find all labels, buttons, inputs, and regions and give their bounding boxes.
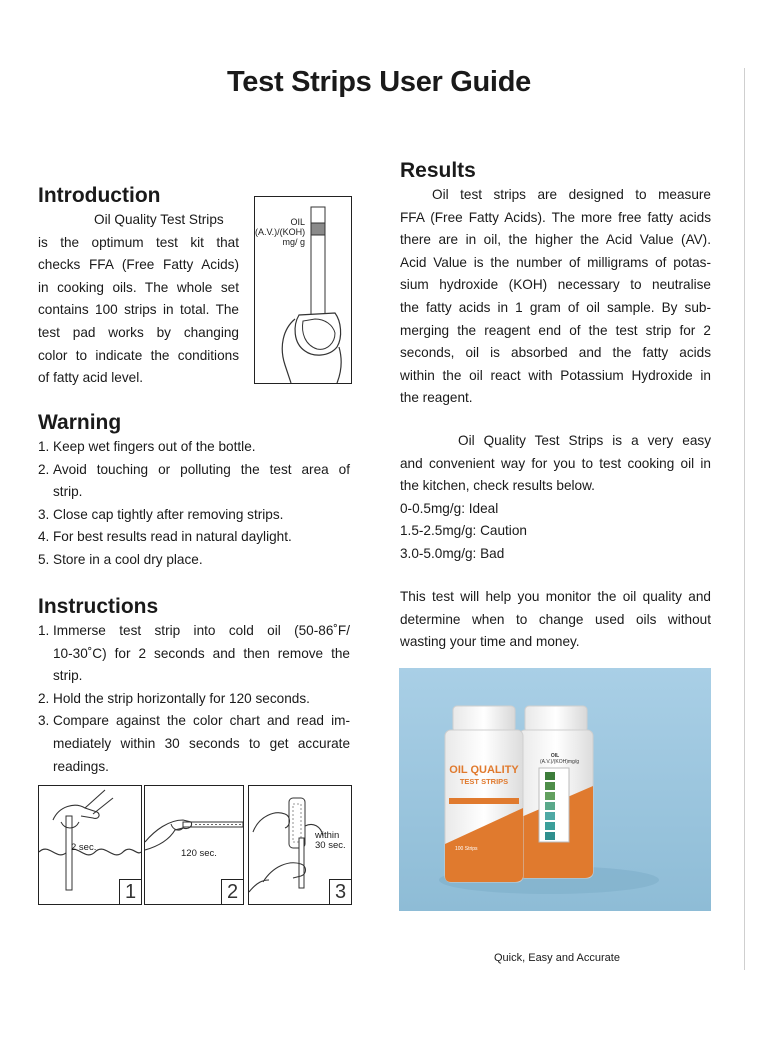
step-label-line: 30 sec. — [315, 840, 346, 851]
item-number: 3. — [38, 506, 50, 522]
intro-line: is the optimum test kit that — [38, 234, 239, 250]
intro-line: contains 100 strips in total. The — [38, 302, 239, 318]
product-bottles-image — [399, 668, 711, 911]
item-number: 3. — [38, 713, 50, 729]
results-line: Acid Value is the number of milligrams of potas- — [400, 254, 711, 270]
item-text: Compare against the color chart and read im- — [53, 713, 350, 729]
item-text: For best results read in natural daylight. — [53, 529, 292, 545]
step-number: 2 — [221, 879, 243, 904]
color-swatch — [545, 812, 555, 820]
results-line: FFA (Free Fatty Acids). The more free fatty acids — [400, 209, 711, 225]
brand-line: OIL QUALITY — [449, 764, 519, 776]
result-level-ideal: 0-0.5mg/g: Ideal — [400, 500, 499, 516]
step-label — [315, 831, 346, 851]
item-number: 1. — [38, 439, 50, 454]
step-2-illustration — [144, 785, 244, 905]
list-item — [38, 710, 350, 778]
introduction-heading: Introduction — [38, 184, 161, 207]
intro-line: color to indicate the conditions — [38, 347, 239, 363]
oil-label: OIL — [290, 217, 305, 227]
item-text: Store in a cool dry place. — [53, 551, 203, 567]
list-item — [38, 526, 350, 549]
list-item — [38, 620, 350, 688]
item-text: Keep wet fingers out of the bottle. — [53, 439, 256, 454]
color-swatch — [545, 832, 555, 840]
instructions-heading: Instructions — [38, 595, 159, 618]
results-paragraph-1 — [400, 184, 711, 410]
item-text: Immerse test strip into cold oil (50-86˚F/ — [53, 623, 350, 638]
item-number: 5. — [38, 551, 50, 567]
results-paragraph-2 — [400, 430, 711, 566]
results-line: the kitchen, check results below. — [400, 478, 595, 494]
results-line: wasting your time and money. — [400, 634, 580, 650]
list-item — [38, 504, 350, 527]
intro-line: test pad works by changing — [38, 324, 239, 340]
results-line: merging the reagent end of the test strip for 2 — [400, 322, 711, 338]
results-line: sium hydroxide (KOH) necessary to neutralise — [400, 277, 711, 293]
item-text: Close cap tightly after removing strips. — [53, 506, 284, 522]
results-paragraph-3 — [400, 586, 711, 654]
intro-line: of fatty acid level. — [38, 370, 144, 386]
chart-title: OIL — [550, 753, 560, 759]
intro-line: checks FFA (Free Fatty Acids) — [38, 257, 239, 273]
step-number: 3 — [329, 879, 351, 904]
item-text: Avoid touching or polluting the test area of — [53, 461, 350, 477]
intro-line: Oil Quality Test Strips — [94, 212, 224, 227]
instructions-list — [38, 620, 350, 778]
color-swatch — [545, 782, 555, 790]
product-brand — [445, 765, 523, 787]
results-line: seconds, oil is absorbed and the fatty acids — [400, 345, 711, 361]
brand-line: TEST STRIPS — [459, 777, 509, 786]
introduction-text — [38, 209, 239, 390]
strip-count: 100 Strips — [455, 846, 478, 852]
color-swatch — [545, 822, 555, 830]
step-label-line: within — [315, 830, 340, 841]
item-number: 2. — [38, 690, 50, 706]
item-number: 1. — [38, 623, 50, 638]
page-title: Test Strips User Guide — [227, 66, 531, 98]
list-item — [38, 549, 350, 572]
results-line: Oil Quality Test Strips is a very easy — [458, 433, 711, 448]
result-level-bad: 3.0-5.0mg/g: Bad — [400, 545, 505, 561]
item-text: strip. — [53, 484, 83, 500]
vertical-divider — [744, 68, 745, 970]
warning-list — [38, 436, 350, 572]
warning-heading: Warning — [38, 411, 122, 434]
chart-unit: (A.V.)/(KOH)mg/g — [540, 759, 579, 765]
item-text: readings. — [53, 758, 109, 774]
results-line: This test will help you monitor the oil quality and — [400, 589, 711, 604]
list-item — [38, 436, 350, 459]
results-line: the reagent. — [400, 390, 473, 406]
results-line: determine when to change used oils without — [400, 611, 711, 627]
figure-label — [255, 217, 305, 247]
item-text: strip. — [53, 668, 83, 684]
product-caption: Quick, Easy and Accurate — [494, 952, 620, 964]
results-line: the fatty acids in 1 gram of oil sample. By sub- — [400, 299, 711, 315]
step-1-illustration — [38, 785, 142, 905]
product-photo — [399, 668, 711, 911]
results-line: and convenient way for you to test cooking oil in — [400, 455, 711, 471]
chart-header — [540, 753, 579, 765]
test-strip-figure — [254, 196, 352, 384]
item-text: Hold the strip horizontally for 120 seconds. — [53, 690, 310, 706]
item-text: mediately within 30 seconds to get accurate — [53, 735, 350, 751]
results-heading: Results — [400, 159, 476, 182]
step-number: 1 — [119, 879, 141, 904]
item-text: 10-30˚C) for 2 seconds and then remove the — [53, 645, 350, 661]
step-label: 2 sec. — [71, 842, 97, 853]
item-number: 4. — [38, 529, 50, 545]
color-swatch — [545, 792, 555, 800]
results-line: within the oil react with Potassium Hydroxide in — [400, 367, 711, 383]
color-swatch — [545, 802, 555, 810]
item-number: 2. — [38, 461, 50, 477]
list-item — [38, 688, 350, 711]
step-3-illustration — [248, 785, 352, 905]
color-swatch — [545, 772, 555, 780]
results-line: Oil test strips are designed to measure — [432, 187, 711, 202]
unit-label: (A.V.)/(KOH) — [255, 227, 306, 237]
unit-label: mg/ g — [282, 237, 305, 247]
intro-line: in cooking oils. The whole set — [38, 279, 239, 295]
step-label: 120 sec. — [181, 848, 217, 859]
list-item — [38, 459, 350, 504]
result-level-caution: 1.5-2.5mg/g: Caution — [400, 523, 527, 539]
results-line: there are in oil, the higher the Acid Value (AV). — [400, 232, 711, 248]
